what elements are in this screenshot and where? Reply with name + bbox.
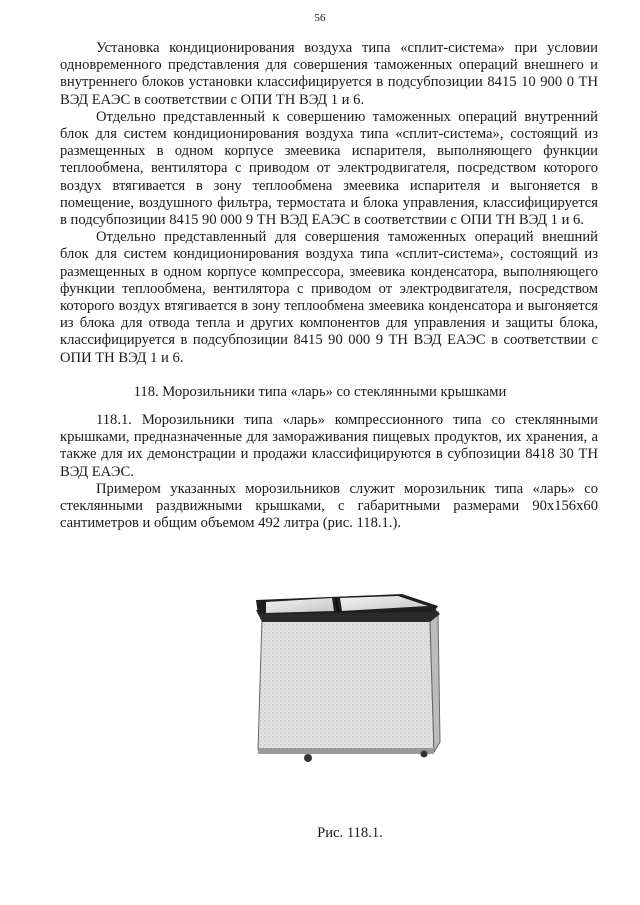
body-text-top [60, 40, 598, 367]
paragraph-split-system: Установка кондиционирования воздуха типа «сплит-система» при условии одновременного представления для совершения таможенных операций внешнего и внутреннего блоков установки классифицируется в подсубпозиции 8415 10 900 0 ТН ВЭД ЕАЭС в соответствии с ОПИ ТН ВЭД 1 и 6. [60, 40, 598, 108]
section-heading: 118. Морозильники типа «ларь» со стеклянными крышками [133, 384, 507, 400]
paragraph-outdoor-unit: Отдельно представленный для совершения таможенных операций внешний блок для систем кондиционирования воздуха типа «сплит-система», состоящий из размещенных в одном корпусе компрессора, змеевика конденсатора, выполняющего функции теплообмена, вентилятора с приводом от электродвигателя, посредством которого воздух втягивается в зону теплообмена змеевика конденсатора и выгоняется из блока для отвода тепла и других компонентов для управления и защиты блока, классифицируется в подсубпозиции 8415 90 000 9 ТН ВЭД ЕАЭС в соответствии с ОПИ ТН ВЭД 1 и 6. [60, 229, 598, 366]
paragraph-118-1: 118.1. Морозильники типа «ларь» компрессионного типа со стеклянными крышками, предназначенные для замораживания пищевых продуктов, их хранения, а также для их демонстрации и продажи классифицируются в субпозиции 8418 30 ТН ВЭД ЕАЭС. [60, 412, 598, 480]
body-text-section [60, 412, 598, 532]
page-number: 56 [314, 12, 326, 24]
paragraph-indoor-unit: Отдельно представленный к совершению таможенных операций внутренний блок для систем кондиционирования воздуха типа «сплит-система», состоящий из размещенных в одном корпусе змеевика испарителя, выполняющего функции теплообмена, вентилятора с приводом от электродвигателя, посредством которого воздух втягивается в зону теплообмена змеевика испарителя и выгоняется в помещение, воздушного фильтра, термостата и блока управления, классифицируется в подсубпозиции 8415 90 000 9 ТН ВЭД ЕАЭС в соответствии с ОПИ ТН ВЭД 1 и 6. [60, 108, 598, 229]
paragraph-example: Примером указанных морозильников служит морозильник типа «ларь» со стеклянными раздвижными крышками, с габаритными размерами 90x156x60 сантиметров и общим объемом 492 литра (рис. 118.1.). [60, 480, 598, 532]
figure-caption: Рис. 118.1. [317, 825, 383, 841]
chest-freezer-image [252, 592, 442, 772]
